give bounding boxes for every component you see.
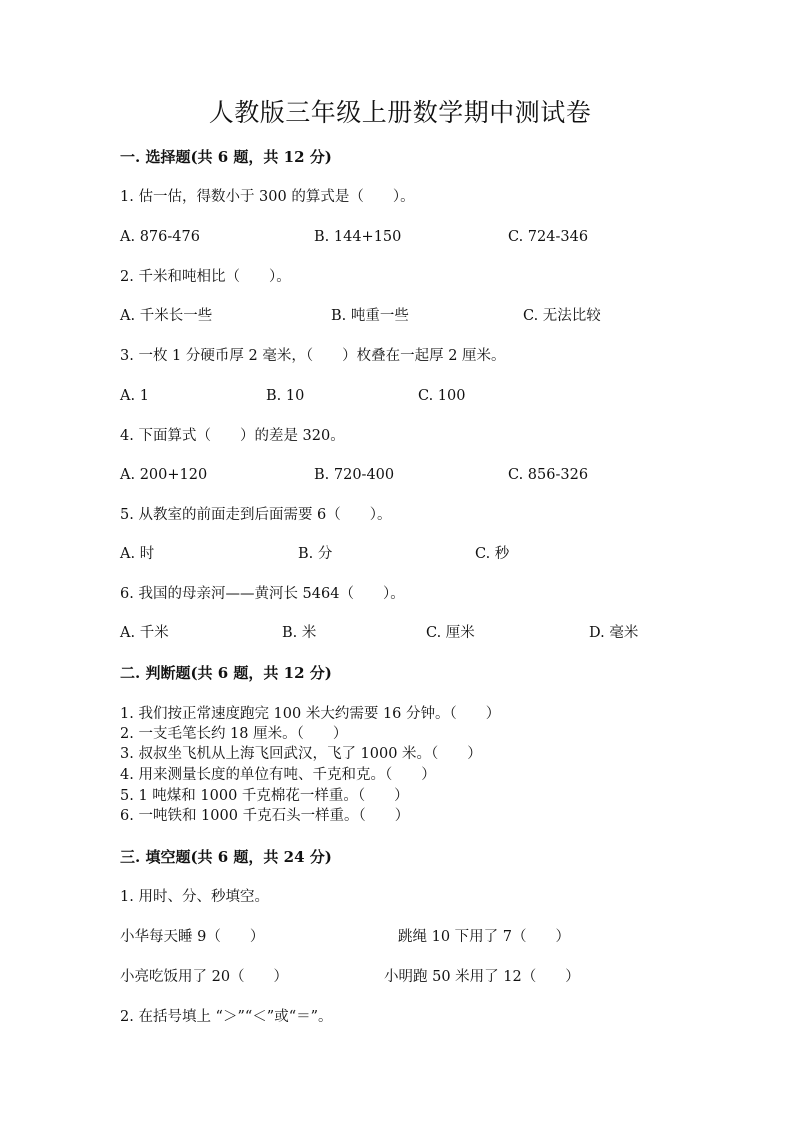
option-b: B. 720-400 xyxy=(314,467,395,483)
option-c: C. 100 xyxy=(418,388,466,404)
judge-item: 3. 叔叔坐飞机从上海飞回武汉，飞了 1000 米。（ ） xyxy=(120,746,482,762)
fill-blank: 小亮吃饭用了 20（ ） xyxy=(120,969,289,985)
section-heading-judge: 二. 判断题(共 6 题，共 12 分) xyxy=(120,664,332,682)
option-a: A. 1 xyxy=(120,388,149,404)
fill-blank: 小明跑 50 米用了 12（ ） xyxy=(384,969,580,985)
option-b: B. 10 xyxy=(266,388,305,404)
question-stem: 5. 从教室的前面走到后面需要 6（ ）。 xyxy=(120,507,392,523)
option-c: C. 厘米 xyxy=(426,625,475,641)
option-b: B. 吨重一些 xyxy=(331,308,409,324)
question-stem: 6. 我国的母亲河——黄河长 5464（ ）。 xyxy=(120,586,405,602)
judge-item: 5. 1 吨煤和 1000 千克棉花一样重。（ ） xyxy=(120,788,409,804)
option-a: A. 千米长一些 xyxy=(120,308,213,324)
option-b: B. 144+150 xyxy=(314,229,402,245)
option-c: C. 856-326 xyxy=(508,467,589,483)
option-c: C. 无法比较 xyxy=(523,308,601,324)
judge-item: 1. 我们按正常速度跑完 100 米大约需要 16 分钟。（ ） xyxy=(120,706,501,722)
question-stem: 1. 用时、分、秒填空。 xyxy=(120,889,269,905)
question-stem: 3. 一枚 1 分硬币厚 2 毫米，（ ）枚叠在一起厚 2 厘米。 xyxy=(120,348,506,364)
section-heading-choice: 一. 选择题(共 6 题，共 12 分) xyxy=(120,148,332,166)
judge-item: 6. 一吨铁和 1000 千克石头一样重。（ ） xyxy=(120,808,410,824)
option-b: B. 米 xyxy=(282,625,317,641)
option-a: A. 时 xyxy=(120,546,155,562)
option-a: A. 千米 xyxy=(120,625,169,641)
fill-blank: 跳绳 10 下用了 7（ ） xyxy=(398,929,571,945)
section-heading-fill: 三. 填空题(共 6 题，共 24 分) xyxy=(120,848,332,866)
fill-blank: 小华每天睡 9（ ） xyxy=(120,929,265,945)
option-c: C. 秒 xyxy=(475,546,510,562)
judge-item: 2. 一支毛笔长约 18 厘米。（ ） xyxy=(120,726,348,742)
question-stem: 2. 千米和吨相比（ ）。 xyxy=(120,269,291,285)
page-title: 人教版三年级上册数学期中测试卷 xyxy=(208,98,592,127)
option-a: A. 876-476 xyxy=(120,229,200,245)
option-b: B. 分 xyxy=(298,546,333,562)
question-stem: 4. 下面算式（ ）的差是 320。 xyxy=(120,428,345,444)
option-c: C. 724-346 xyxy=(508,229,589,245)
question-stem: 1. 估一估，得数小于 300 的算式是（ ）。 xyxy=(120,189,415,205)
option-d: D. 毫米 xyxy=(589,625,639,641)
judge-item: 4. 用来测量长度的单位有吨、千克和克。（ ） xyxy=(120,767,436,783)
option-a: A. 200+120 xyxy=(120,467,208,483)
question-stem: 2. 在括号填上 “＞”“＜”或“＝”。 xyxy=(120,1009,333,1025)
